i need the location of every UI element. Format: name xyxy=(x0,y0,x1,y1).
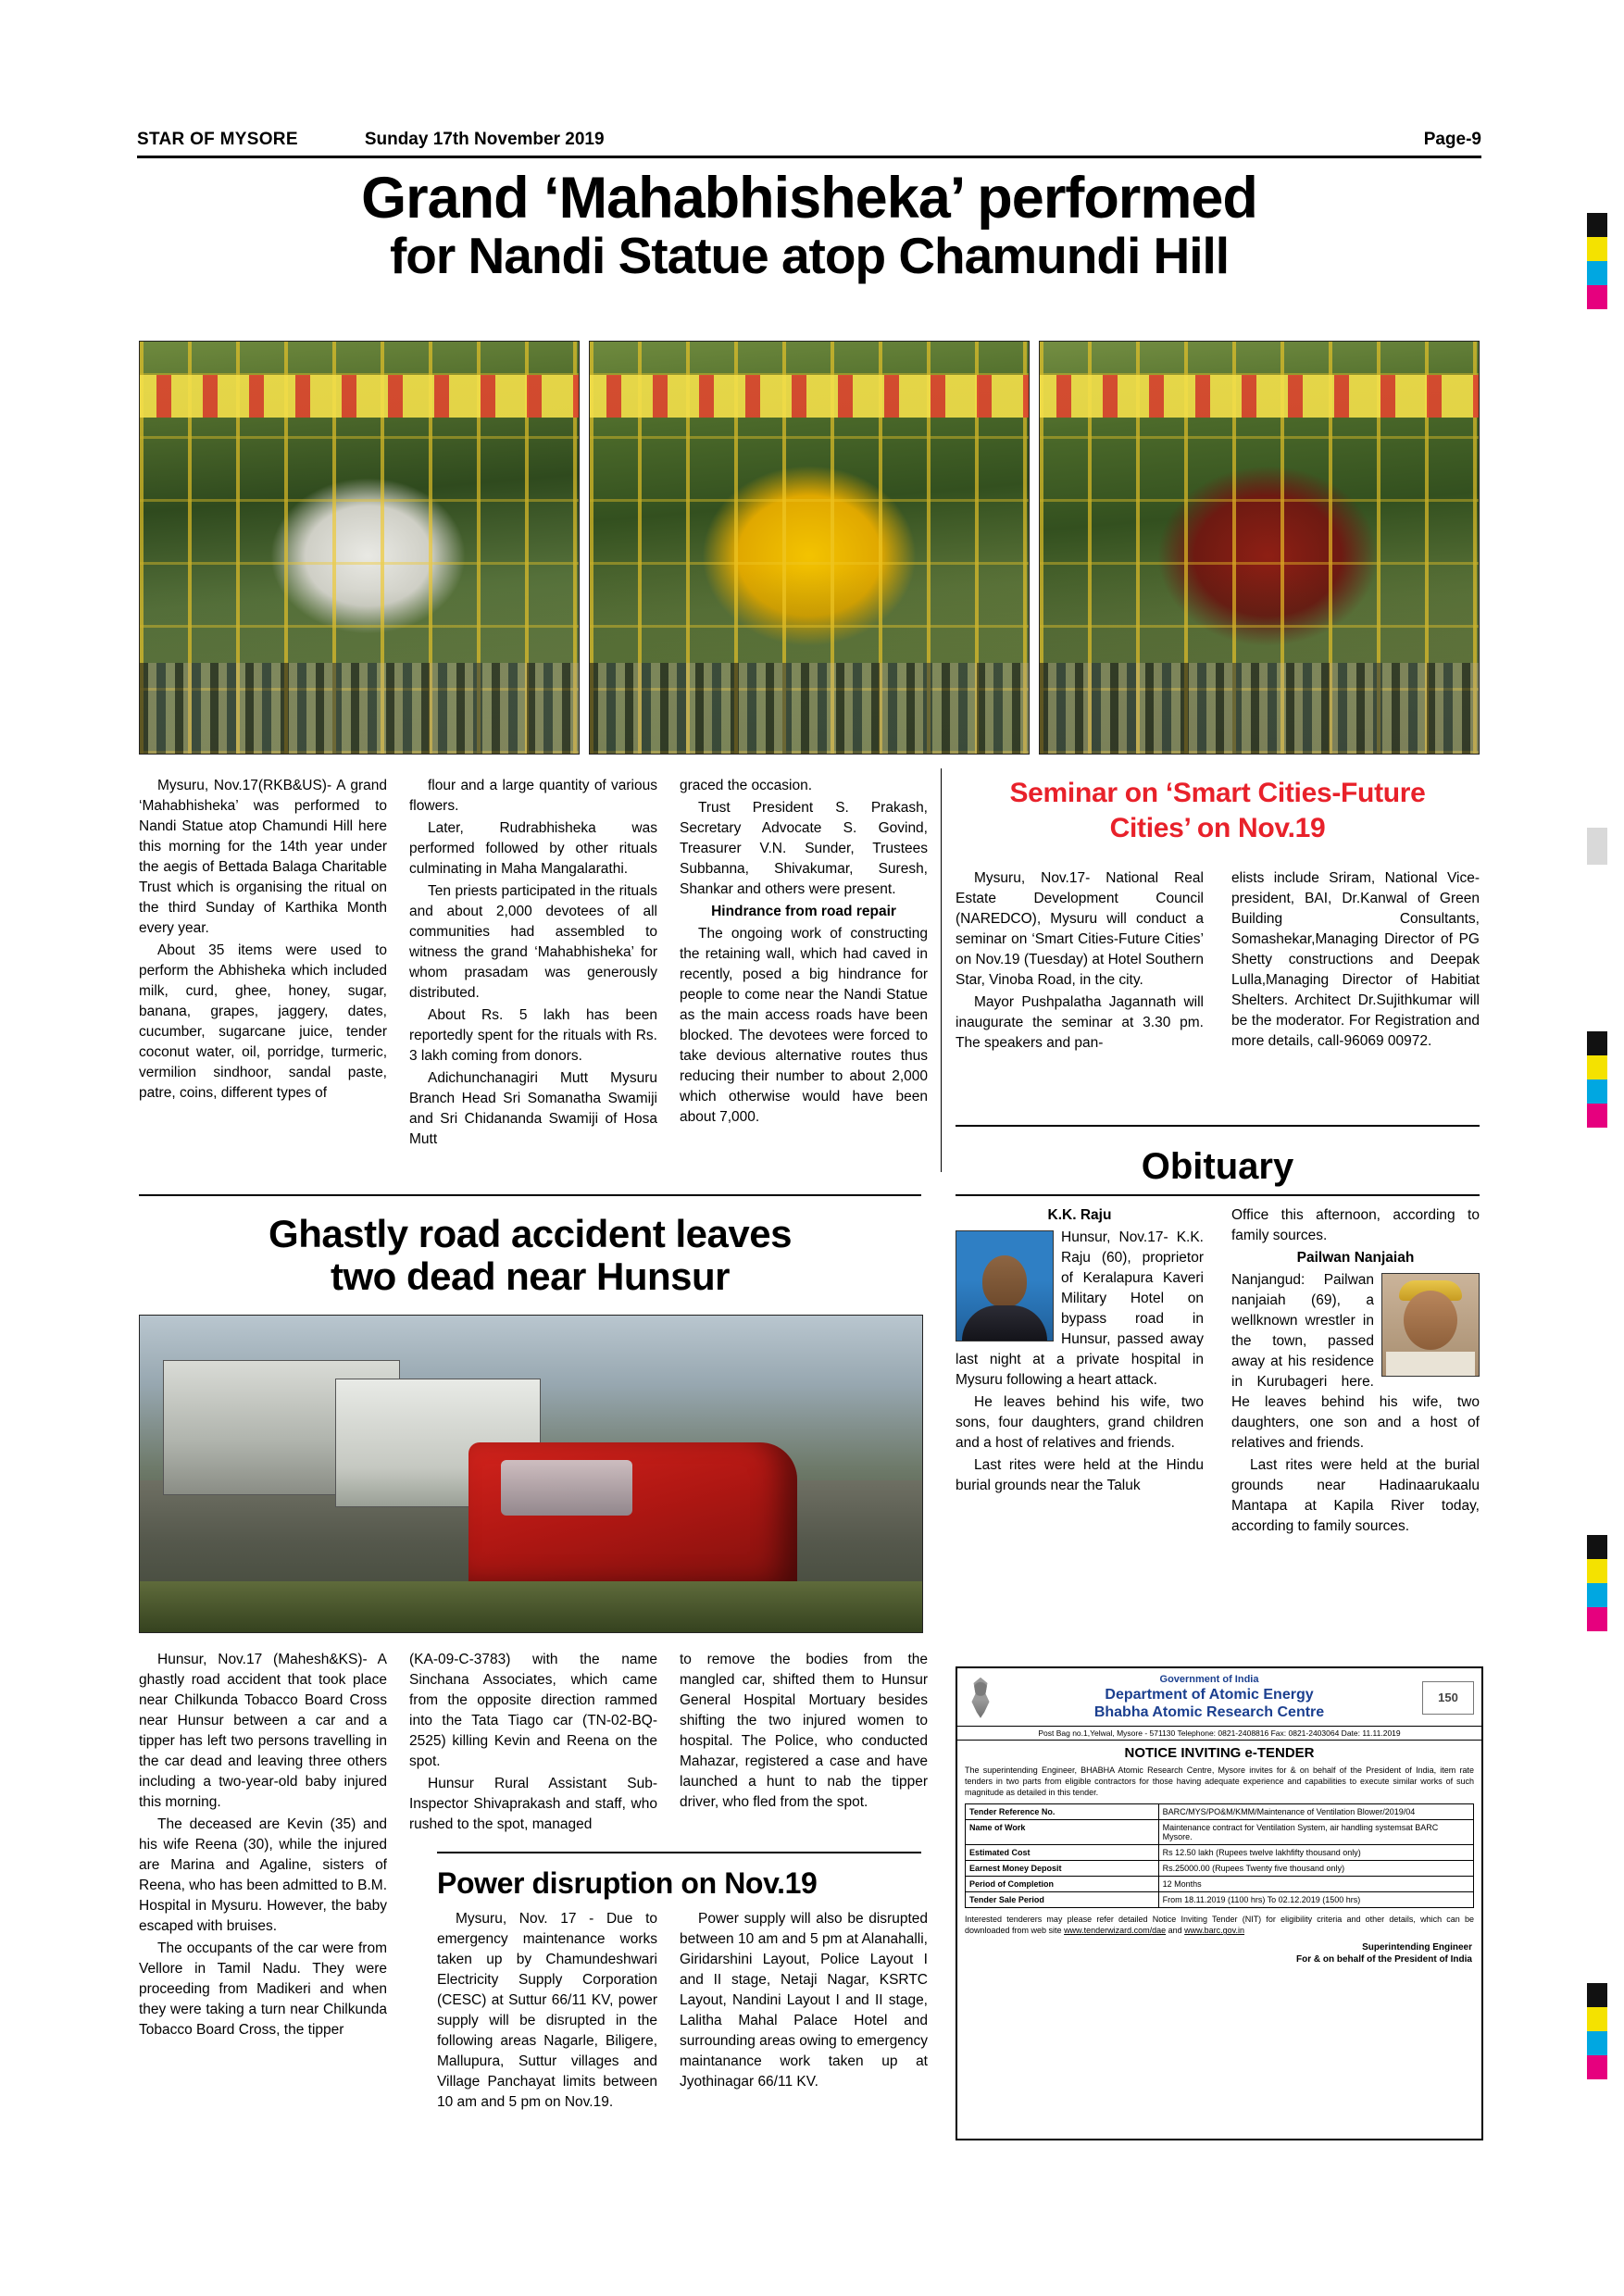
table-value: Rs.25000.00 (Rupees Twenty five thousand only) xyxy=(1158,1860,1473,1876)
obituary-name: K.K. Raju xyxy=(1047,1207,1112,1223)
nandi-photo-red xyxy=(1039,341,1480,755)
lead-headline-line2: for Nandi Statue atop Chamundi Hill xyxy=(389,226,1230,284)
wrecked-car-shape xyxy=(468,1442,797,1594)
issue-date: Sunday 17th November 2019 xyxy=(364,130,605,149)
table-key: Tender Sale Period xyxy=(966,1891,1159,1907)
registration-marks xyxy=(1587,139,1607,2079)
paragraph: Mysuru, Nov.17(RKB&US)- A grand ‘Mahabhisheka’ was performed to Nandi Statue atop Chamundi Hill here this morning for the 14th year under the aegis of Bettada Balaga Charitable Trust which is organising the ritual on the third Sunday of Karthika Month every year. xyxy=(139,778,387,936)
advert-footer xyxy=(957,1908,1481,1938)
table-key: Earnest Money Deposit xyxy=(966,1860,1159,1876)
paragraph: About 35 items were used to perform the Abhisheka which included milk, curd, ghee, honey, sugar, banana, grapes, jaggery, dates, cucumber, sugarcane juice, tender coconut water, oil, porridge, turmeric, vermilion sindhoor, sandal paste, patre, coins, different types of xyxy=(139,942,387,1101)
table-value: BARC/MYS/PO&M/KMM/Maintenance of Ventilation Blower/2019/04 xyxy=(1158,1803,1473,1819)
paragraph: Mayor Pushpalatha Jagannath will inaugurate the seminar at 3.30 pm. The speakers and pan- xyxy=(956,994,1204,1051)
paragraph: Later, Rudrabhisheka was performed followed by other rituals culminating in Maha Mangalarathi. xyxy=(409,820,657,877)
advert-dept-line: Department of Atomic Energy xyxy=(1105,1687,1314,1703)
accident-column-3 xyxy=(680,1650,928,1815)
table-row xyxy=(966,1860,1474,1876)
advert-address: Post Bag no.1,Yelwal, Mysore - 571130 Telephone: 0821-2408816 Fax: 0821-2403064 Date: 11.11.2019 xyxy=(957,1726,1481,1741)
accident-headline-line2: two dead near Hunsur xyxy=(330,1254,731,1299)
lead-column-3 xyxy=(680,776,928,1129)
national-emblem-icon xyxy=(965,1678,996,1718)
masthead xyxy=(137,130,1481,150)
anniversary-badge-icon: 150 xyxy=(1422,1681,1474,1715)
power-column-2 xyxy=(680,1909,928,2094)
accident-headline xyxy=(139,1213,921,1298)
table-value: From 18.11.2019 (1100 hrs) To 02.12.2019 (1500 hrs) xyxy=(1158,1891,1473,1907)
paragraph: (KA-09-C-3783) with the name Sinchana Associates, which came from the opposite direction rammed into the Tata Tiago car (TN-02-BQ-2525) killing Kevin and Reena on the spot. xyxy=(409,1652,657,1769)
table-row xyxy=(966,1876,1474,1891)
lead-headline-line1: Grand ‘Mahabhisheka’ performed xyxy=(361,166,1257,231)
section-divider xyxy=(956,1125,1480,1127)
seminar-headline xyxy=(956,776,1480,845)
obituary-photo-kk-raju xyxy=(956,1230,1054,1341)
power-divider xyxy=(437,1852,921,1853)
table-row xyxy=(966,1891,1474,1907)
obituary-divider xyxy=(956,1194,1480,1196)
advert-gov-line: Government of India xyxy=(1159,1674,1259,1685)
seminar-column-1 xyxy=(956,868,1204,1055)
table-value: Maintenance contract for Ventilation System, air handling systemsat BARC Mysore. xyxy=(1158,1819,1473,1844)
nandi-photo-white xyxy=(139,341,580,755)
nandi-photo-golden xyxy=(589,341,1030,755)
advert-header xyxy=(957,1668,1481,1726)
advert-intro: The superintending Engineer, BHABHA Atomic Research Centre, Mysore invites for & on behalf of the President of India, item rate tenders in two parts from eligible contractors for those having adequate experience and capabilities to execute similar works of such magnitude as detailed in this tender. xyxy=(965,1765,1474,1797)
accident-headline-line1: Ghastly road accident leaves xyxy=(269,1212,792,1255)
paragraph: Last rites were held at the Hindu burial grounds near the Taluk xyxy=(956,1457,1204,1493)
canopy-overlay xyxy=(1040,375,1479,418)
canopy-overlay xyxy=(590,375,1029,418)
power-headline: Power disruption on Nov.19 xyxy=(437,1866,818,1900)
barc-link[interactable]: www.barc.gov.in xyxy=(1184,1926,1245,1936)
accident-column-2 xyxy=(409,1650,657,1837)
advert-signature-subtitle: For & on behalf of the President of India xyxy=(1295,1954,1472,1965)
tender-details-table xyxy=(965,1803,1474,1908)
paragraph: Mysuru, Nov. 17 - Due to emergency maintenance works taken up by Chamundeshwari Electricity Supply Corporation (CESC) at Suttur 66/11 KV, power supply will be disrupted in the following areas Nagarle, Biligere, Mallupura, Suttur villages and Village Panchayat limits between 10 am and 5 pm on Nov.19. xyxy=(437,1911,657,2110)
paragraph: Office this afternoon, according to family sources. xyxy=(1231,1207,1480,1243)
paragraph: to remove the bodies from the mangled car, shifted them to Hunsur General Hospital Mortuary besides shifting the two injured women to hospital. The Police, who conducted Mahazar, registered a case and have launched a hunt to nab the tipper driver, who fled from the spot. xyxy=(680,1652,928,1810)
advert-footer-text: Interested tenderers may please refer detailed Notice Inviting Tender (NIT) for eligibility criteria and other details, which can be downloaded from web site xyxy=(965,1914,1474,1936)
obituary-photo-pailwan-nanjaiah xyxy=(1381,1273,1480,1377)
portrait-body xyxy=(1386,1352,1475,1376)
paragraph: He leaves behind his wife, two sons, four daughters, grand children and a host of relatives and friends. xyxy=(956,1394,1204,1451)
advert-title: NOTICE INVITING e-TENDER xyxy=(1124,1744,1315,1761)
table-key: Period of Completion xyxy=(966,1876,1159,1891)
table-row xyxy=(966,1844,1474,1860)
paragraph: Nanjangud: Pailwan nanjaiah (69), a wellknown wrestler in the town, passed away at his residence in Kurubageri here. He leaves behind his wife, two daughters, one son and a host of relatives and friends. xyxy=(1231,1272,1480,1451)
paragraph: Hunsur, Nov.17- K.K. Raju (60), proprietor of Keralapura Kaveri Military Hotel on bypass road in Hunsur, passed away last night at a private hospital in Mysuru following a heart attack. xyxy=(956,1229,1204,1388)
accident-divider xyxy=(139,1194,921,1196)
tender-advertisement xyxy=(956,1666,1483,2140)
paragraph: Hunsur, Nov.17 (Mahesh&KS)- A ghastly road accident that took place near Chilkunda Tobacco Board Cross near Hunsur between a car and a tipper has left two persons travelling in the car dead and leaving three others including a two-year-old baby injured this morning. xyxy=(139,1652,387,1810)
seminar-headline-line1: Seminar on ‘Smart Cities-Future xyxy=(1009,778,1426,808)
advert-signature-title: Superintending Engineer xyxy=(1362,1942,1472,1953)
paragraph: flour and a large quantity of various flowers. xyxy=(409,778,657,814)
paragraph: Adichunchanagiri Mutt Mysuru Branch Head Sri Somanatha Swamiji and Sri Chidananda Swamiji of Hosa Mutt xyxy=(409,1070,657,1147)
portrait-face xyxy=(1404,1291,1457,1350)
advert-footer-and: and xyxy=(1166,1926,1185,1936)
lead-column-2 xyxy=(409,776,657,1152)
obituary-name: Pailwan Nanjaiah xyxy=(1296,1250,1415,1266)
obituary-column-2 xyxy=(1231,1205,1480,1539)
obituary-column-1 xyxy=(956,1205,1204,1498)
paragraph: The ongoing work of constructing the retaining wall, which had caved in recently, posed a big hindrance for people to come near the Nandi Statue as the main access roads have been blocked. The devotees were forced to take devious alternative routes thus reducing their number to about 2,000 which otherwise would have been about 7,000. xyxy=(680,926,928,1125)
lead-headline xyxy=(137,168,1481,282)
table-row xyxy=(966,1803,1474,1819)
tenderwizard-link[interactable]: www.tenderwizard.com/dae xyxy=(1064,1926,1167,1936)
obituary-title: Obituary xyxy=(1141,1146,1294,1187)
paragraph: graced the occasion. xyxy=(680,778,813,793)
grass-overlay xyxy=(140,1581,922,1632)
paragraph: Mysuru, Nov.17- National Real Estate Development Council (NAREDCO), Mysuru will conduct a seminar on ‘Smart Cities-Future Cities’ on Nov.19 (Tuesday) at Hotel Southern Star, Vinoba Road, in the city. xyxy=(956,870,1204,988)
table-key: Estimated Cost xyxy=(966,1844,1159,1860)
column-divider xyxy=(941,768,942,1172)
crowd-overlay xyxy=(1040,663,1479,754)
accident-photo xyxy=(139,1315,923,1633)
power-column-1 xyxy=(437,1909,657,2115)
section-subhead: Hindrance from road repair xyxy=(711,904,896,919)
lead-photo-row xyxy=(139,341,1480,755)
table-value: Rs 12.50 lakh (Rupees twelve lakhfifty thousand only) xyxy=(1158,1844,1473,1860)
crowd-overlay xyxy=(140,663,579,754)
table-key: Tender Reference No. xyxy=(966,1803,1159,1819)
portrait-body xyxy=(962,1305,1047,1341)
paragraph: Hunsur Rural Assistant Sub-Inspector Shivaprakash and staff, who rushed to the spot, managed xyxy=(409,1776,657,1832)
table-key: Name of Work xyxy=(966,1819,1159,1844)
lead-column-1 xyxy=(139,776,387,1105)
paragraph: elists include Sriram, National Vice-president, BAI, Dr.Kanwal of Green Building Consultants, Somashekar,Managing Director of PG Shetty constructions and Deepak Lulla,Managing Director of Habitiat Shelters. Architect Dr.Sujithkumar will be the moderator. For Registration and more details, call-96069 00972. xyxy=(1231,870,1480,1049)
portrait-face xyxy=(982,1255,1027,1307)
paragraph: Ten priests participated in the rituals and about 2,000 devotees of all communities had assembled to witness the grand ‘Mahabhisheka’ for whom prasadam was generously distributed. xyxy=(409,883,657,1001)
paragraph: About Rs. 5 lakh has been reportedly spent for the rituals with Rs. 3 lakh coming from donors. xyxy=(409,1007,657,1064)
paragraph: Last rites were held at the burial grounds near Hadinaarukaalu Mantapa at Kapila River today, according to family sources. xyxy=(1231,1457,1480,1534)
canopy-overlay xyxy=(140,375,579,418)
table-row xyxy=(966,1819,1474,1844)
page-number: Page-9 xyxy=(1423,130,1481,149)
crowd-overlay xyxy=(590,663,1029,754)
paragraph: Trust President S. Prakash, Secretary Advocate S. Govind, Treasurer V.N. Sunder, Trustees Subbanna, Shivakumar, Suresh, Shankar and others were present. xyxy=(680,800,928,897)
paper-name: STAR OF MYSORE xyxy=(137,130,298,149)
table-value: 12 Months xyxy=(1158,1876,1473,1891)
advert-org-line: Bhabha Atomic Research Centre xyxy=(1093,1704,1325,1721)
paragraph: The deceased are Kevin (35) and his wife Reena (30), while the injured are Marina and Agaline, sisters of Reena, who has been admitted to B.M. Hospital in Mysuru. However, the baby escaped with bruises. xyxy=(139,1816,387,1934)
masthead-rule xyxy=(137,156,1481,158)
paragraph: The occupants of the car were from Vellore in Tamil Nadu. They were proceeding from Madikeri and when they were taking a turn near Chilkunda Tobacco Board Cross, the tipper xyxy=(139,1940,387,2038)
seminar-headline-line2: Cities’ on Nov.19 xyxy=(1109,812,1326,843)
paragraph: Power supply will also be disrupted between 10 am and 5 pm at Alanahalli, Giridarshini Layout, Police Layout I and II stage, Netaji Nagar, KSRTC Layout, Nandini Layout I and II stage, Lalitha Mahal Palace Hotel and surrounding areas owing to emergency maintanance work taken up at Jyothinagar 66/11 KV. xyxy=(680,1911,928,2090)
accident-column-1 xyxy=(139,1650,387,2042)
seminar-column-2 xyxy=(1231,868,1480,1054)
